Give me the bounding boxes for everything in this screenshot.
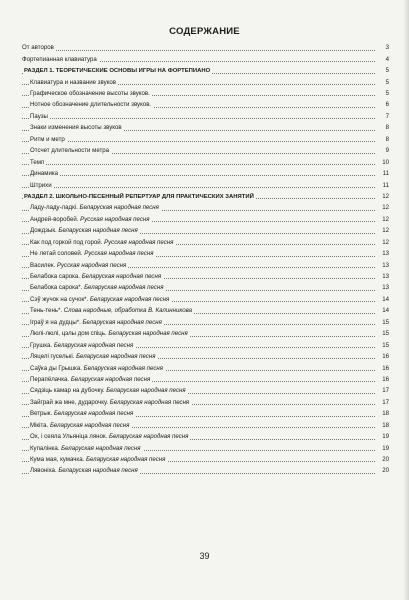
toc-entry-page: 16 [382,353,389,361]
toc-entry-page: 6 [385,101,389,109]
toc-entry-row [22,441,389,452]
toc-entry-subtitle: Русская народная песня [84,250,154,258]
toc-entry-subtitle: Беларуская народная песня [58,467,138,475]
toc-entry-page: 5 [385,67,389,75]
toc-entry-row [22,155,389,166]
toc-entry-page: 19 [382,433,389,441]
toc-entry-row [22,270,389,281]
toc-entry-page: 3 [385,44,389,52]
toc-entry-text [24,194,256,200]
toc-entry-title: Нотное обозначение длительности звуков. [30,101,152,109]
toc-entry-title: Ляцелі гуселькі. [30,353,75,361]
toc-entry-text [30,410,135,417]
toc-entry-text [30,376,152,383]
toc-entry-subtitle: Беларуская народная песня [53,341,134,349]
toc-section-row [22,64,389,75]
toc-entry-row [22,235,389,246]
toc-entry-subtitle: Беларуская народная песня [61,444,141,452]
toc-entry-page: 12 [382,204,389,212]
toc-entry-title: Темп [30,158,45,166]
toc-entry-row [22,418,389,429]
toc-entry-title: Перапёлачка. [30,375,70,383]
toc-entry-title: Іграў я на дудцы*. [30,318,81,326]
toc-entry-row [22,121,389,132]
toc-entry-title: Динамика [30,170,59,178]
toc-entry-text [30,79,118,86]
toc-entry-title: Как под горкой под горой. [30,238,103,246]
toc-entry-row [22,373,389,384]
toc-entry-subtitle: Беларуская народная песня [53,410,134,418]
toc-entry-text [30,342,135,349]
toc-entry-page: 12 [382,215,389,223]
toc-entry-text [22,44,56,51]
toc-entry-text [30,296,171,303]
toc-entry-row [22,361,389,372]
toc-entry-row [22,464,389,475]
toc-entry-text [30,319,164,326]
toc-entry-subtitle: Беларуская народная песня [81,273,162,280]
toc-entry-text [30,159,46,166]
toc-entry-text [30,445,143,452]
toc-entry-title: От авторов [22,44,54,52]
toc-entry-row [22,167,389,178]
toc-entry-text [30,136,67,143]
toc-entry-title: Не летай соловей. [30,250,83,258]
toc-entry-row [22,41,389,52]
toc-entry-page: 20 [382,467,389,475]
toc-entry-row [22,247,389,258]
toc-entry-page: 17 [382,398,389,406]
toc-entry-text [30,273,163,280]
toc-entry-text [30,204,161,211]
toc-entry-text [30,456,167,463]
toc-entry-page: 12 [382,192,389,200]
toc-entry-title: Белабока сарока. [30,273,80,280]
toc-entry-page: 15 [382,318,389,326]
toc-entry-row [22,396,389,407]
toc-entry-row [22,144,389,155]
toc-entry-page: 13 [382,273,389,280]
toc-entry-page: 5 [385,90,389,97]
toc-entry-page: 9 [385,147,389,155]
toc-entry-row [22,178,389,189]
toc-entry-row [22,281,389,292]
toc-entry-text [30,250,156,257]
toc-entry-row [22,52,389,63]
toc-entry-title: Купалінка. [30,444,60,452]
toc-entry-page: 13 [382,250,389,258]
toc-entry-subtitle: Беларуская народная песня [89,295,170,303]
toc-entry-page: 12 [382,238,389,246]
toc-entry-row [22,110,389,121]
toc-entry-subtitle: Беларуская народная песня [85,456,166,463]
toc-entry-row [22,304,389,315]
toc-entry-page: 11 [382,170,389,178]
toc-entry-subtitle: Беларуская народная песня [83,364,164,372]
toc-entry-row [22,327,389,338]
toc-entry-text [30,124,124,131]
toc-entry-page: 13 [382,261,389,269]
toc-entry-title: Сэў жучок на сучок*. [30,295,89,303]
toc-entry-subtitle: Беларуская народная песня [82,318,162,326]
toc-entry-text [24,68,212,74]
toc-entry-subtitle: Русская народная песня [104,238,174,246]
toc-entry-title: Андрей-воробей. [30,215,79,223]
toc-entry-row [22,293,389,304]
toc-entry-text [30,239,175,246]
toc-entry-row [22,258,389,269]
toc-entry-title: Сядзіць камар на дубочку. [30,387,105,395]
toc-entry-title: Зайграй жа мне, дударочку. [30,398,109,406]
toc-entry-title: Мікіта. [30,421,49,429]
toc-entry-page: 5 [385,78,389,86]
toc-entry-text [30,182,54,189]
page-number: 39 [199,551,210,561]
toc-section-row [22,190,389,201]
toc-entry-row [22,98,389,109]
toc-entry-page: 8 [385,135,389,143]
toc-entry-title: РАЗДЕЛ 2. ШКОЛЬНО-ПЕСЕННЫЙ РЕПЕРТУАР ДЛЯ ПРАКТИЧЕСКИХ ЗАНЯТИЙ [24,193,254,200]
toc-entry-title: Фортепианная клавиатура [22,55,97,63]
table-of-contents [22,41,389,476]
toc-entry-text [30,467,140,474]
toc-entry-title: Саўка ды Грышка. [30,364,82,372]
toc-entry-title: Ритм и метр [30,135,65,143]
toc-entry-text [30,113,50,120]
toc-entry-subtitle: Беларуская народная песня [70,375,151,383]
toc-entry-page: 12 [382,227,389,235]
toc-entry-page: 15 [382,341,389,349]
toc-entry-page: 16 [382,375,389,383]
toc-entry-row [22,407,389,418]
toc-entry-subtitle: Русская народная песня [56,261,127,269]
toc-entry-text [30,101,153,108]
toc-entry-page: 14 [382,295,389,303]
toc-entry-title: Паузы [30,112,48,120]
toc-entry-title: Ладу-ладу-ладкі. [30,204,78,212]
toc-entry-title: Штрихи [30,181,52,189]
toc-entry-row [22,338,389,349]
toc-entry-page: 7 [385,112,389,120]
toc-entry-page: 10 [382,158,389,166]
toc-entry-title: Знаки изменения высоты звуков [30,124,122,132]
toc-entry-page: 14 [382,307,389,315]
toc-entry-text [30,284,165,291]
toc-entry-row [22,350,389,361]
toc-entry-title: РАЗДЕЛ 1. ТЕОРЕТИЧЕСКИЕ ОСНОВЫ ИГРЫ НА ФОРТЕПИАНО [24,68,211,75]
toc-entry-title: Белабока сарока*. [30,284,83,292]
toc-entry-title: Кума мая, кумачка. [30,456,85,463]
toc-entry-page: 15 [382,330,389,338]
toc-entry-subtitle: Беларуская народная песня [108,433,189,441]
toc-entry-title: Грушка. [30,341,53,349]
page-title: СОДЕРЖАНИЕ [169,26,240,37]
toc-entry-text [22,56,99,63]
toc-entry-subtitle: Беларуская народная песня [108,330,188,338]
toc-entry-row [22,201,389,212]
toc-entry-row [22,75,389,86]
toc-entry-subtitle: Слова народные, обработка В. Калинникова [63,307,193,315]
toc-entry-text [30,330,190,337]
toc-entry-text [30,170,60,177]
toc-entry-text [30,147,111,154]
toc-entry-text [30,399,191,406]
toc-entry-page: 18 [382,421,389,429]
toc-entry-page: 16 [382,364,389,372]
toc-entry-text [30,387,188,394]
toc-entry-subtitle: Беларуская народная песня [58,227,138,235]
toc-entry-row [22,87,389,98]
toc-entry-title: Василек. [30,261,56,269]
toc-entry-text [30,216,152,223]
toc-entry-title: Клавиатура и название звуков [30,78,116,86]
toc-entry-row [22,384,389,395]
toc-entry-subtitle: Беларуская народная песня [109,398,190,406]
toc-entry-row [22,224,389,235]
toc-entry-text [30,90,152,97]
page-edge-shadow [403,0,409,600]
toc-entry-subtitle: Беларуская народная песня [79,204,159,212]
toc-entry-subtitle: Беларуская народная песня [76,353,156,361]
toc-entry-subtitle: Беларуская народная песня [84,284,164,292]
toc-entry-subtitle: Русская народная песня [80,215,150,223]
toc-entry-row [22,213,389,224]
toc-entry-page: 20 [382,456,389,463]
toc-entry-title: Дождзык. [30,227,57,235]
toc-entry-text [30,262,128,269]
toc-entry-subtitle: Беларуская народная песня [49,421,130,429]
toc-entry-row [22,453,389,464]
toc-entry-title: Ох, і сеяла Ульяніца лянок. [30,433,108,441]
toc-entry-text [30,227,140,234]
toc-entry-text [30,365,165,372]
toc-entry-title: Тень-тень*. [30,307,63,315]
toc-entry-title: Лявоніха. [30,467,57,475]
toc-entry-row [22,430,389,441]
toc-entry-page: 18 [382,410,389,418]
toc-entry-text [30,307,194,314]
toc-entry-title: Люлі-люлі, цэлы дом спіць. [30,330,107,338]
toc-entry-page: 11 [382,181,389,189]
toc-entry-page: 19 [382,444,389,452]
toc-entry-page: 17 [382,387,389,395]
toc-entry-page: 4 [385,55,389,63]
toc-entry-text [30,353,157,360]
toc-entry-title: Графическое обозначение высоты звуков. [30,90,150,97]
toc-entry-page: 8 [385,124,389,132]
toc-entry-text [30,422,131,429]
toc-entry-row [22,133,389,144]
toc-entry-title: Ветрык. [30,410,53,418]
toc-entry-row [22,316,389,327]
toc-entry-subtitle: Беларуская народная песня [106,387,186,395]
toc-entry-title: Отсчет длительности метра [30,147,110,155]
toc-entry-page: 13 [382,284,389,292]
toc-entry-text [30,433,190,440]
